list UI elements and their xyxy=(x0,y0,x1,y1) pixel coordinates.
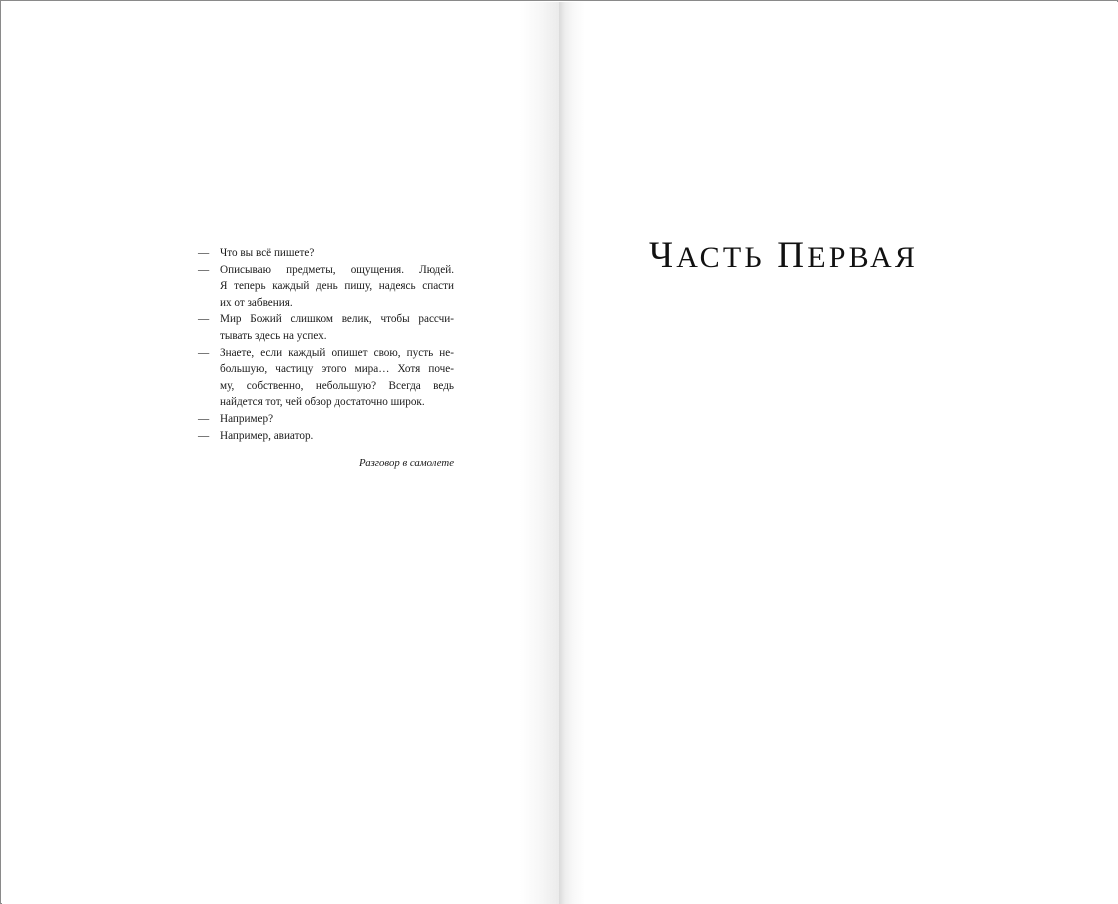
epigraph xyxy=(198,245,454,444)
dialogue-dash: — xyxy=(198,247,210,259)
dialogue-dash xyxy=(198,378,220,395)
epigraph-line-text: найдется тот, чей обзор достаточно широк. xyxy=(220,396,425,409)
epigraph-line xyxy=(198,428,454,445)
epigraph-line xyxy=(198,278,454,295)
epigraph-line xyxy=(198,295,454,312)
dialogue-dash: — xyxy=(198,263,210,276)
epigraph-line-text: Например, авиатор. xyxy=(220,429,314,442)
right-page xyxy=(559,2,1118,904)
part-title: ЧАСТЬ ПЕРВАЯ xyxy=(649,235,919,276)
epigraph-line-text: Мир Божий слишком велик, чтобы рассчи- xyxy=(220,313,454,326)
epigraph-line-text: их от забвения. xyxy=(220,296,293,309)
epigraph-line-text: Знаете, если каждый опишет свою, пусть не- xyxy=(220,346,454,359)
dialogue-dash xyxy=(198,394,220,411)
epigraph-line xyxy=(198,361,454,378)
epigraph-attribution: Разговор в самолете xyxy=(359,457,454,469)
dialogue-dash: — xyxy=(198,412,210,425)
dialogue-dash: — xyxy=(198,313,210,326)
epigraph-line xyxy=(198,345,454,362)
epigraph-line-text: му, собственно, небольшую? Всегда ведь xyxy=(220,379,454,392)
dialogue-dash xyxy=(198,278,220,295)
epigraph-line-text: Что вы всё пишете? xyxy=(220,247,315,259)
left-page xyxy=(2,2,559,904)
epigraph-line xyxy=(198,311,454,328)
epigraph-line-text: тывать здесь на успех. xyxy=(220,329,327,342)
epigraph-line xyxy=(198,394,454,411)
epigraph-line xyxy=(198,245,454,262)
dialogue-dash xyxy=(198,328,220,345)
dialogue-dash xyxy=(198,361,220,378)
dialogue-dash: — xyxy=(198,346,210,359)
epigraph-line xyxy=(198,411,454,428)
epigraph-line-text: большую, частицу этого мира… Хотя поче- xyxy=(220,363,454,376)
epigraph-line-text: Описываю предметы, ощущения. Людей. xyxy=(220,263,454,276)
dialogue-dash: — xyxy=(198,429,210,442)
dialogue-dash xyxy=(198,295,220,312)
epigraph-line-text: Например? xyxy=(220,412,274,425)
epigraph-line xyxy=(198,378,454,395)
epigraph-line xyxy=(198,262,454,279)
epigraph-line-text: Я теперь каждый день пишу, надеясь спасти xyxy=(220,280,454,293)
epigraph-line xyxy=(198,328,454,345)
